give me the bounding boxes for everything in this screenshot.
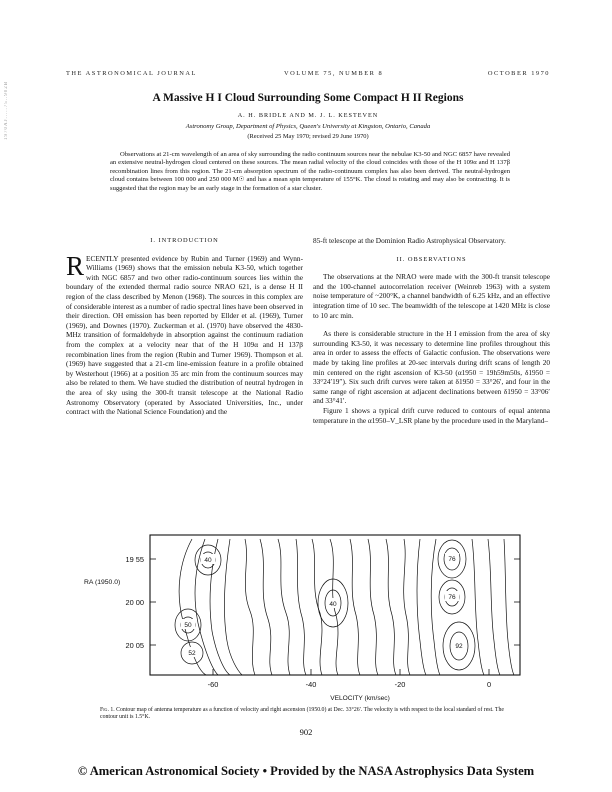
section-heading-introduction: I. INTRODUCTION (150, 237, 219, 244)
page-number: 902 (299, 727, 313, 737)
running-head-volume: VOLUME 75, NUMBER 8 (284, 70, 384, 77)
x-axis-label: VELOCITY (km/sec) (330, 695, 390, 702)
right-column (313, 236, 550, 425)
y-tick-label: 20 00 (125, 598, 144, 607)
intro-continuation: 85-ft telescope at the Dominion Radio Astrophysical Observatory. (313, 236, 506, 245)
left-column (66, 236, 303, 417)
section-heading-observations: II. OBSERVATIONS (396, 255, 467, 263)
intro-paragraph-text: ECENTLY presented evidence by Rubin and Turner (1969) and Wynn-Williams (1969) shows that the emission nebula K3-50, which together with NGC 6857 and two other radio-continuum sources lies within the boundary of the extended thermal radio source NRAO 621, is a dense H II region of the class described by Menon (1968). The sources in this complex are of considerable interest as a number of radio spectral lines have been observed in their direction. OH emission has been reported by Ellder et al. (1969), Turner (1969), and Downes (1970). Zuckerman et al. (1970) have observed the 4830-MHz transition of formaldehyde in absorption against the continuum radiation from the complex at a velocity near that of the H 109α and H 137β recombination lines from the region (Rubin and Turner 1969). Thompson et al. (1969) have suggested that a 21-cm line-emission feature in a profile obtained by Westerhout (1966) at a position 35 arc min from the continuum sources may also be related to them. We have studied the distribution of neutral hydrogen in the area of sky using the 300-ft transit telescope at the National Radio Astronomy Observatory (operated by Associated Universities, Inc., under contract with the National Science Foundation) and the (66, 253, 303, 417)
intro-paragraph (66, 250, 303, 417)
observations-paragraph-2: As there is considerable structure in the H I emission from the area of sky surrounding K3-50, it was necessary to determine line profiles throughout this area in order to assess the effects of Galactic confusion. The observations were made by taking line profiles at 20-sec intervals during drift scans of length 20 min centered on the right ascension of K3-50 (α1950 = 19h59m50s, δ1950 = 33°24′19″). Six such drift curves were taken at δ1950 = 33°26′, and four in the same range of right ascension at adjacent declinations between δ1950 = 33°06′ and 33°41′. (313, 329, 550, 406)
figure-1 (80, 531, 550, 711)
contour-label: 40 (204, 557, 212, 564)
bibcode-stamp: 1970AJ.....75..902B (4, 80, 9, 140)
y-axis-label: RA (1950.0) (84, 579, 121, 586)
contour-label: 52 (188, 650, 196, 657)
contour-label: 76 (448, 556, 456, 563)
x-tick-label: -20 (394, 680, 406, 689)
caption-text: Contour map of antenna temperature as a function of velocity and right ascension (1950.0) at Dec. 33°26′. The velocity is with respect to the local standard of rest. The contour unit is 1.5°K. (100, 707, 504, 721)
running-head-journal: THE ASTRONOMICAL JOURNAL (66, 70, 197, 77)
article-authors: A. H. BRIDLE AND M. J. L. KESTEVEN (237, 112, 379, 119)
contour-label: 40 (329, 601, 337, 608)
y-tick-label: 20 05 (125, 641, 144, 650)
figure-caption (100, 707, 520, 722)
author-affiliation: Astronomy Group, Department of Physics, Queen's University at Kingston, Ontario, Canada (185, 123, 431, 130)
contour-label: 92 (455, 643, 463, 650)
article-title: A Massive H I Cloud Surrounding Some Compact H II Regions (152, 92, 464, 104)
y-tick-label: 19 55 (125, 555, 144, 564)
x-tick-label: 0 (486, 680, 492, 689)
running-head-date: OCTOBER 1970 (487, 70, 550, 77)
contour-lines (175, 539, 514, 675)
abstract: Observations at 21-cm wavelength of an area of sky surrounding the radio continuum sources near the nebulae K3-50 and NGC 6857 have revealed an extensive neutral-hydrogen cloud centered on these sources. The mean radial velocity of the cloud coincides with those of the H 109α and H 137β recombination lines from this region. The 21-cm absorption spectrum of the radio-continuum complex has also been derived. The neutral-hydrogen cloud contains between 100 000 and 250 000 M☉ and has a mean spin temperature of 155°K. The cloud is rotating and may also be contracting. It is suggested that the region may be an early stage in the formation of a star cluster. (110, 151, 511, 192)
observations-paragraph-3: Figure 1 shows a typical drift curve reduced to contours of equal antenna temperature in the α1950–V_LSR plane by the procedure used in the Maryland– (313, 405, 550, 425)
contour-label: 50 (184, 622, 192, 629)
drop-cap: R (66, 250, 85, 281)
ads-footer: © American Astronomical Society • Provided by the NASA Astrophysics Data System (77, 764, 535, 778)
contour-label: 76 (448, 594, 456, 601)
observations-paragraph-1: The observations at the NRAO were made with the 300-ft transit telescope and the 100-channel autocorrelation receiver (Weinreb 1963) with a system noise temperature of ~200°K, a channel bandwidth of 6.25 kHz, and an effective integration time of 10 sec. The beamwidth of the telescope at 1420 MHz is close to 10 arc min. (313, 272, 550, 320)
received-dates: (Received 25 May 1970; revised 29 June 1970) (247, 133, 369, 140)
caption-label: Fig. 1. (100, 707, 115, 713)
x-tick-label: -40 (305, 680, 317, 689)
contour-map (80, 531, 550, 711)
running-head (66, 70, 550, 80)
x-tick-label: -60 (207, 680, 219, 689)
